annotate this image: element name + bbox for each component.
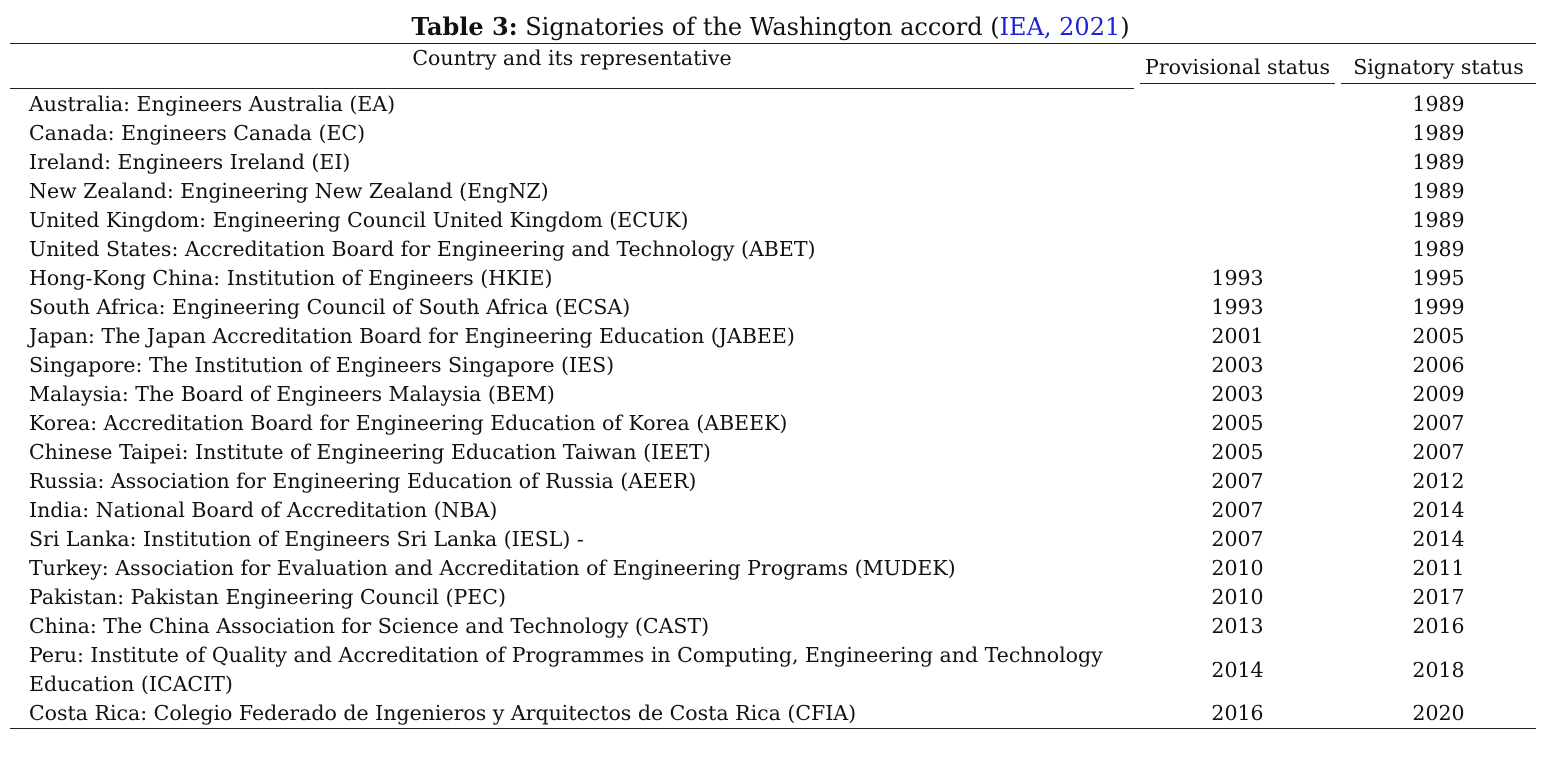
cell-provisional-status: 2010 — [1211, 585, 1264, 609]
cell-country: Costa Rica: Colegio Federado de Ingenieros y Arquitectos de Costa Rica (CFIA) — [10, 699, 1134, 729]
table-caption — [0, 10, 1541, 44]
cell-provisional-status: 1993 — [1211, 266, 1264, 290]
cell-provisional-status — [1134, 89, 1341, 119]
cell-signatory-status: 1989 — [1412, 208, 1465, 232]
table-row — [10, 206, 1536, 235]
caption-close: ) — [1120, 13, 1130, 41]
cell-country: China: The China Association for Science and Technology (CAST) — [29, 614, 710, 638]
table-row — [10, 583, 1536, 612]
cell-country: Sri Lanka: Institution of Engineers Sri Lanka (IESL) - — [29, 527, 584, 551]
table-row — [10, 148, 1536, 177]
cell-signatory-status: 1989 — [1412, 237, 1465, 261]
cell-country: Australia: Engineers Australia (EA) — [29, 92, 396, 116]
cell-country: Pakistan: Pakistan Engineering Council (PEC) — [29, 585, 506, 609]
column-header-signatory-label: Signatory status — [1353, 54, 1524, 79]
cell-signatory-status: 1999 — [1412, 295, 1465, 319]
cell-provisional-status: 2016 — [1134, 699, 1341, 729]
cell-provisional-status — [1134, 177, 1341, 206]
cell-provisional-status — [1134, 206, 1341, 235]
cell-provisional-status: 2014 — [1211, 657, 1264, 682]
cell-provisional-status: 2005 — [1211, 411, 1264, 435]
cell-provisional-status: 2007 — [1211, 498, 1264, 522]
table-row — [10, 293, 1536, 322]
cell-signatory-status: 2016 — [1412, 614, 1465, 638]
table-row — [10, 409, 1536, 438]
table-row — [10, 380, 1536, 409]
column-header-provisional — [1134, 44, 1341, 89]
cell-provisional-status: 2003 — [1211, 353, 1264, 377]
cell-country: Canada: Engineers Canada (EC) — [29, 121, 366, 145]
cell-signatory-status: 1989 — [1412, 121, 1465, 145]
table-row — [10, 496, 1536, 525]
table-header — [10, 44, 1536, 90]
caption-text: Signatories of the Washington accord ( — [517, 13, 1000, 41]
cell-country: United States: Accreditation Board for Engineering and Technology (ABET) — [29, 237, 816, 261]
cell-signatory-status: 2012 — [1412, 469, 1465, 493]
cell-signatory-status: 2005 — [1412, 324, 1465, 348]
table-row — [10, 554, 1536, 583]
cell-provisional-status: 2013 — [1211, 614, 1264, 638]
cell-country: Hong-Kong China: Institution of Engineers (HKIE) — [29, 266, 553, 290]
cell-country: Ireland: Engineers Ireland (EI) — [29, 150, 351, 174]
cell-country: Singapore: The Institution of Engineers Singapore (IES) — [29, 353, 615, 377]
table-row — [10, 89, 1536, 119]
table-row — [10, 641, 1536, 699]
citation-link[interactable]: IEA, 2021 — [999, 13, 1121, 41]
table-row — [10, 699, 1536, 729]
cell-provisional-status — [1134, 119, 1341, 148]
cell-signatory-status: 2007 — [1412, 411, 1465, 435]
signatories-table — [10, 43, 1536, 729]
cell-signatory-status: 2009 — [1412, 382, 1465, 406]
table-body — [10, 89, 1536, 729]
table-row — [10, 119, 1536, 148]
cell-signatory-status: 2014 — [1412, 498, 1465, 522]
table-row — [10, 467, 1536, 496]
cell-signatory-status: 1995 — [1412, 266, 1465, 290]
cell-country: United Kingdom: Engineering Council United Kingdom (ECUK) — [29, 208, 689, 232]
table-row — [10, 525, 1536, 554]
cell-provisional-status: 2001 — [1211, 324, 1264, 348]
column-header-country-label: Country and its representative — [412, 46, 732, 70]
cell-country: South Africa: Engineering Council of South Africa (ECSA) — [29, 295, 631, 319]
cell-signatory-status: 1989 — [1412, 92, 1465, 116]
table-row — [10, 438, 1536, 467]
caption-label: Table 3: — [411, 12, 518, 41]
column-header-provisional-label: Provisional status — [1145, 54, 1330, 79]
cell-country: Japan: The Japan Accreditation Board for Engineering Education (JABEE) — [29, 324, 795, 348]
cell-country: India: National Board of Accreditation (NBA) — [29, 498, 498, 522]
cell-provisional-status: 2003 — [1211, 382, 1264, 406]
cell-signatory-status: 1989 — [1412, 150, 1465, 174]
table-row — [10, 235, 1536, 264]
cell-signatory-status: 2011 — [1412, 556, 1465, 580]
cell-provisional-status: 2010 — [1211, 556, 1264, 580]
cell-country: Russia: Association for Engineering Education of Russia (AEER) — [29, 469, 697, 493]
cell-provisional-status — [1134, 148, 1341, 177]
table-row — [10, 351, 1536, 380]
table-row — [10, 177, 1536, 206]
cell-country: New Zealand: Engineering New Zealand (EngNZ) — [29, 179, 549, 203]
cell-signatory-status: 2006 — [1412, 353, 1465, 377]
cell-signatory-status: 2020 — [1341, 699, 1536, 729]
cell-country: Chinese Taipei: Institute of Engineering Education Taiwan (IEET) — [29, 440, 711, 464]
cell-signatory-status: 1989 — [1412, 179, 1465, 203]
table-row — [10, 612, 1536, 641]
table-row — [10, 322, 1536, 351]
cell-signatory-status: 2014 — [1412, 527, 1465, 551]
cell-signatory-status: 2007 — [1412, 440, 1465, 464]
column-header-country — [10, 44, 1134, 89]
cell-signatory-status: 2017 — [1412, 585, 1465, 609]
cell-country: Korea: Accreditation Board for Engineering Education of Korea (ABEEK) — [29, 411, 788, 435]
cell-country: Turkey: Association for Evaluation and Accreditation of Engineering Programs (MUDEK) — [29, 556, 956, 580]
signatories-table-container — [10, 43, 1536, 729]
cell-provisional-status — [1134, 235, 1341, 264]
cell-provisional-status: 1993 — [1211, 295, 1264, 319]
table-row — [10, 264, 1536, 293]
cell-provisional-status: 2007 — [1211, 527, 1264, 551]
cell-provisional-status: 2007 — [1211, 469, 1264, 493]
cell-provisional-status: 2005 — [1211, 440, 1264, 464]
cell-country: Peru: Institute of Quality and Accreditation of Programmes in Computing, Engineering and Technology Education (ICACIT) — [29, 643, 1103, 696]
column-header-signatory — [1341, 44, 1536, 89]
cell-country: Malaysia: The Board of Engineers Malaysia (BEM) — [29, 382, 555, 406]
cell-signatory-status: 2018 — [1412, 657, 1465, 682]
